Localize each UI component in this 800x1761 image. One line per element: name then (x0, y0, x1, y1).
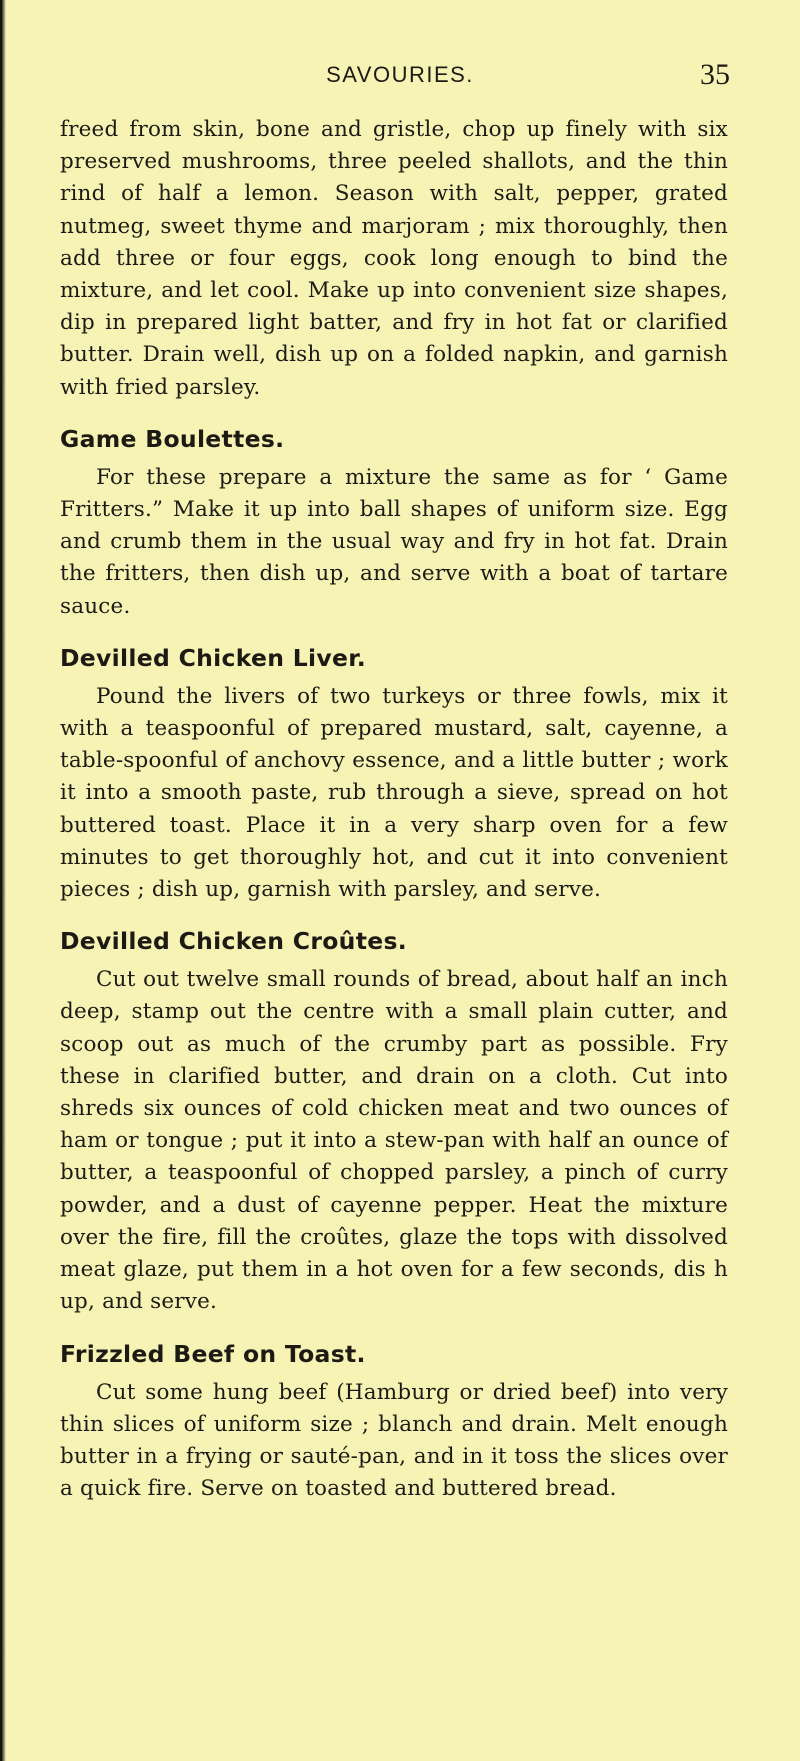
intro-paragraph: freed from skin, bone and gristle, chop up finely with six preserved mushrooms, three peeled shallots, and the thin rind of half a lemon. Season with salt, pepper, grated nutmeg, sweet thyme and marjoram ; mix thoroughly, then add three or four eggs, cook long enough to bind the mixture, and let cool. Make up into convenient size shapes, dip in prepared light batter, and fry in hot fat or clarified butter. Drain well, dish up on a folded napkin, and garnish with fried parsley. (60, 117, 728, 400)
recipe-frizzled-beef-on-toast (60, 1339, 728, 1506)
recipe-title: Frizzled Beef on Toast. (60, 1339, 366, 1368)
recipe-text: Pound the livers of two turkeys or three fowls, mix it with a teaspoonful of prepared mustard, salt, cayenne, a table-spoonful of anchovy essence, and a little butter ; work it into a smooth paste, rub through a sieve, spread on hot buttered toast. Place it in a very sharp oven for a few minutes to get thoroughly hot, and cut it into convenient pieces ; dish up, garnish with parsley, and serve. (60, 683, 728, 903)
page-header (60, 54, 740, 94)
recipe-devilled-chicken-liver (60, 643, 728, 906)
recipe-title: Game Boulettes. (60, 424, 285, 453)
recipe-title: Devilled Chicken Liver. (60, 643, 367, 672)
page-binding-line (0, 0, 2, 1761)
recipe-text: Cut some hung beef (Hamburg or dried beef) into very thin slices of uniform size ; blanch and drain. Melt enough butter in a frying or sauté-pan, and in it toss the slices over a quick fire. Serve on toasted and buttered bread. (60, 1379, 728, 1502)
recipe-title: Devilled Chicken Croûtes. (60, 927, 407, 956)
recipe-text: For these prepare a mixture the same as for ‘ Game Fritters.” Make it up into ball shapes of uniform size. Egg and crumb them in the usual way and fry in hot fat. Drain the fritters, then dish up, and serve with a boat of tartare sauce. (60, 464, 728, 619)
recipe-text: Cut out twelve small rounds of bread, about half an inch deep, stamp out the centre with a small plain cutter, and scoop out as much of the crumby part as possible. Fry these in clarified butter, and drain on a cloth. Cut into shreds six ounces of cold chicken meat and two ounces of ham or tongue ; put it into a stew-pan with half an ounce of butter, a teaspoonful of chopped parsley, a pinch of curry powder, and a dust of cayenne pepper. Heat the mixture over the fire, fill the croûtes, glaze the tops with dissolved meat glaze, put them in a hot oven for a few seconds, dis h up, and serve. (60, 967, 728, 1315)
recipe-game-boulettes (60, 424, 728, 623)
page-number: 35 (700, 58, 730, 91)
running-head: SAVOURIES. (326, 62, 474, 87)
recipe-devilled-chicken-croutes (60, 926, 728, 1318)
page-content (60, 114, 728, 1505)
